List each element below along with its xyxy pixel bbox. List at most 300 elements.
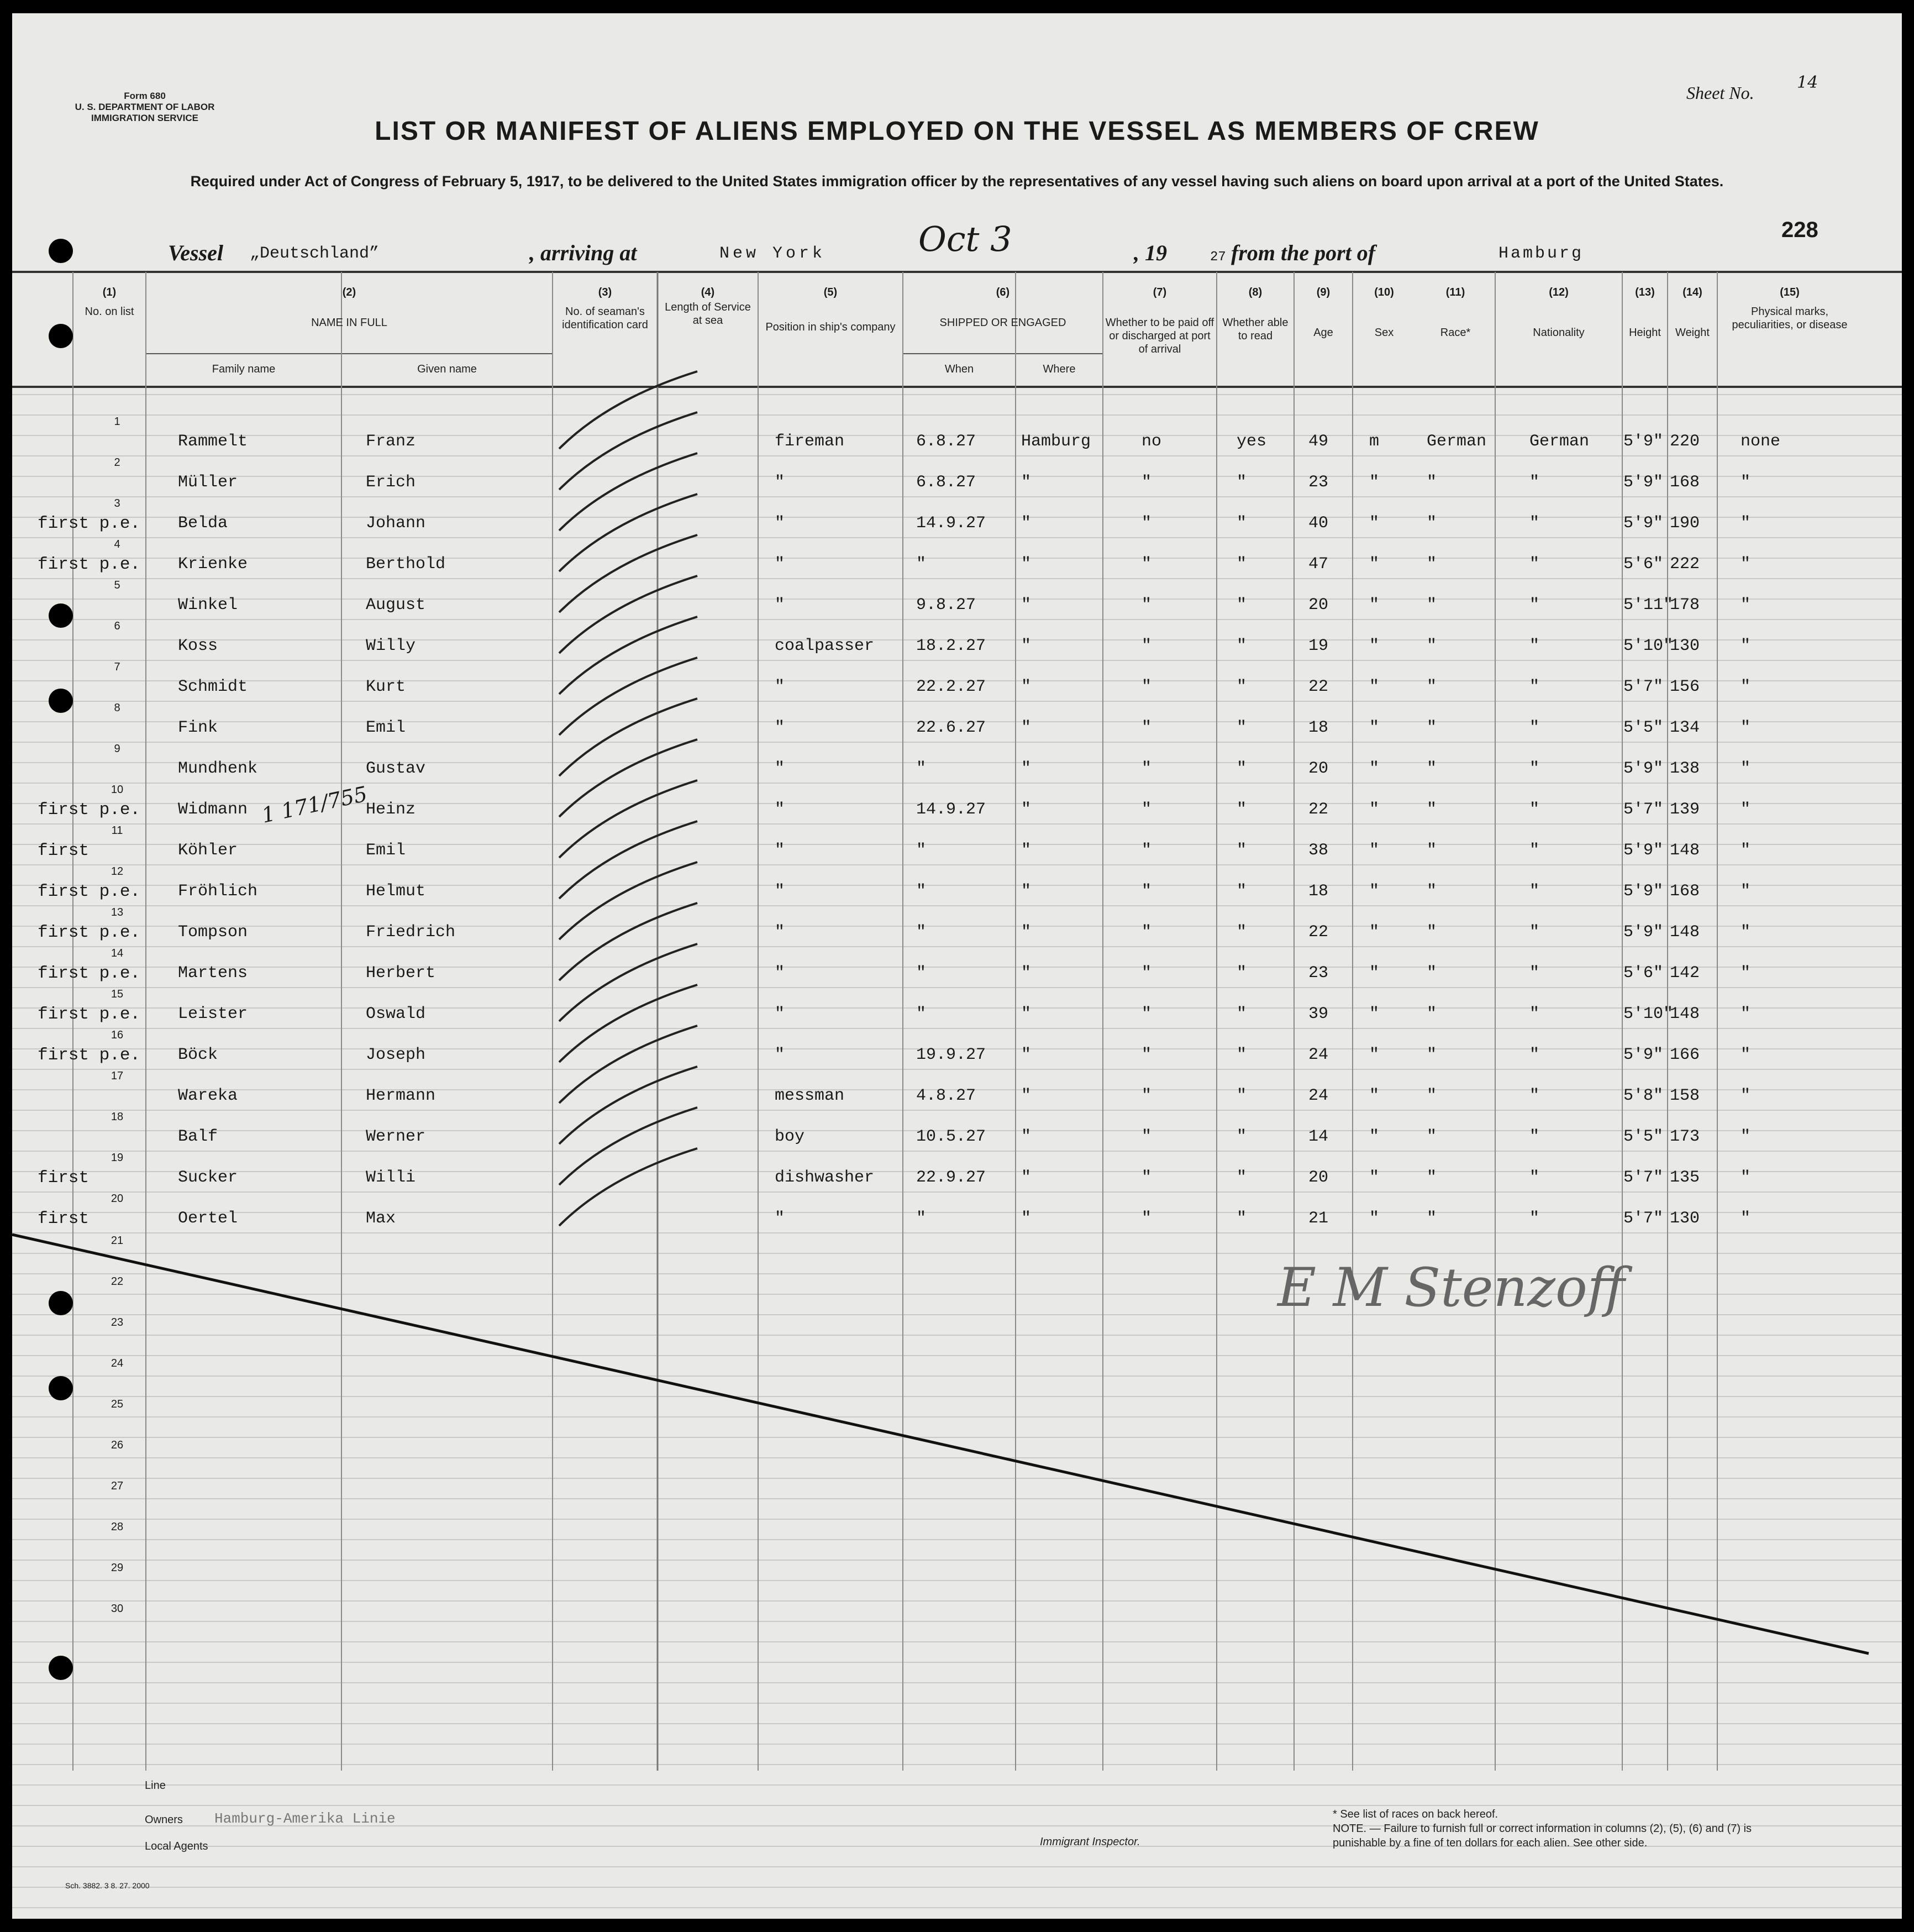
cell-family: Winkel (178, 596, 238, 615)
cell-position: dishwasher (775, 1168, 875, 1187)
cell-where: " (1021, 473, 1032, 492)
cell-sex: " (1369, 1086, 1380, 1105)
cell-weight: 173 (1670, 1127, 1700, 1146)
arrival-port: New York (719, 244, 826, 263)
cell-height: 5'9" (1623, 841, 1664, 860)
cell-paid: " (1142, 759, 1152, 778)
cell-race: " (1427, 473, 1437, 492)
cell-sex: " (1369, 637, 1380, 655)
races-note: * See list of races on back hereof. (1333, 1808, 1498, 1820)
service-name: IMMIGRATION SERVICE (91, 113, 198, 123)
inspector-label: Immigrant Inspector. (1040, 1836, 1140, 1848)
cell-paid: " (1142, 1086, 1152, 1105)
punch-hole (49, 1376, 73, 1400)
cell-family: Rammelt (178, 432, 248, 451)
cell-marks: " (1741, 1168, 1751, 1187)
punch-hole (49, 324, 73, 348)
punch-hole (49, 603, 73, 628)
row-number: 22 (111, 1275, 124, 1288)
cell-age: 23 (1308, 473, 1329, 492)
cell-when: 6.8.27 (916, 432, 976, 451)
row-number: 12 (111, 865, 124, 878)
document-title: LIST OR MANIFEST OF ALIENS EMPLOYED ON THE VESSEL AS MEMBERS OF CREW (375, 117, 1539, 146)
cell-height: 5'9" (1623, 923, 1664, 942)
cell-age: 49 (1308, 432, 1329, 451)
row-number: 17 (111, 1070, 124, 1082)
cell-given: Johann (366, 514, 426, 533)
cell-sex: " (1369, 514, 1380, 533)
cell-family: Müller (178, 473, 238, 492)
cell-sex: m (1369, 432, 1380, 451)
cell-position: " (775, 596, 785, 615)
cell-height: 5'7" (1623, 1209, 1664, 1228)
cell-height: 5'9" (1623, 432, 1664, 451)
cell-where: " (1021, 555, 1032, 574)
row-number: 14 (111, 947, 124, 959)
cell-given: Werner (366, 1127, 426, 1146)
margin-note-first: first p.e. (38, 1005, 141, 1024)
cell-given: Friedrich (366, 923, 456, 942)
cell-given: Joseph (366, 1046, 426, 1064)
column-label: No. of seaman's identification card (562, 306, 648, 331)
cell-where: " (1021, 759, 1032, 778)
row-number: 29 (111, 1562, 124, 1574)
cell-position: " (775, 759, 785, 778)
cell-given: Erich (366, 473, 416, 492)
margin-note-first: first p.e. (38, 882, 141, 901)
department-name: U. S. DEPARTMENT OF LABOR (75, 102, 215, 112)
cell-read: " (1237, 718, 1247, 737)
cell-sex: " (1369, 1005, 1380, 1023)
column-number: (12) (1549, 286, 1569, 298)
cell-given: Herbert (366, 964, 436, 983)
cell-height: 5'9" (1623, 759, 1664, 778)
check-stroke (559, 780, 697, 858)
ruled-grid (12, 13, 1902, 1919)
cell-weight: 156 (1670, 678, 1700, 696)
cell-when: 6.8.27 (916, 473, 976, 492)
cell-race: " (1427, 1086, 1437, 1105)
check-stroke (559, 658, 697, 735)
cell-paid: " (1142, 555, 1152, 574)
punch-hole (49, 1656, 73, 1680)
cell-marks: " (1741, 718, 1751, 737)
column-number: (5) (823, 286, 838, 298)
column-number: (13) (1635, 286, 1655, 298)
row-number: 26 (111, 1439, 124, 1451)
punch-hole (49, 239, 73, 263)
cell-where: " (1021, 678, 1032, 696)
check-stroke (559, 862, 697, 939)
manifest-sheet (12, 13, 1902, 1919)
cell-paid: " (1142, 923, 1152, 942)
cell-when: 22.6.27 (916, 718, 986, 737)
cell-given: Hermann (366, 1086, 436, 1105)
cell-family: Widmann (178, 800, 248, 819)
punch-hole (49, 1291, 73, 1315)
check-stroke (559, 1107, 697, 1185)
cell-where: " (1021, 596, 1032, 615)
cell-where: " (1021, 514, 1032, 533)
cell-race: " (1427, 637, 1437, 655)
row-number: 16 (111, 1029, 124, 1041)
cell-race: " (1427, 678, 1437, 696)
row-number: 27 (111, 1480, 124, 1492)
cell-nationality: " (1529, 923, 1540, 942)
cell-race: " (1427, 596, 1437, 615)
cell-age: 40 (1308, 514, 1329, 533)
cell-race: " (1427, 1046, 1437, 1064)
row-number: 7 (114, 661, 120, 673)
check-stroke (559, 1026, 697, 1103)
row-number: 23 (111, 1316, 124, 1329)
cell-race: " (1427, 1168, 1437, 1187)
check-stroke (559, 576, 697, 653)
cell-nationality: " (1529, 1046, 1540, 1064)
column-label: SHIPPED OR ENGAGED (939, 317, 1066, 329)
cell-sex: " (1369, 923, 1380, 942)
cell-marks: " (1741, 514, 1751, 533)
cell-age: 19 (1308, 637, 1329, 655)
cell-family: Belda (178, 514, 228, 533)
cell-when: " (916, 964, 927, 983)
column-number: (15) (1780, 286, 1800, 298)
vessel-label: Vessel (168, 240, 223, 265)
cell-marks: " (1741, 841, 1751, 860)
column-label: Physical marks, peculiarities, or disease (1732, 306, 1848, 331)
cell-marks: " (1741, 637, 1751, 655)
cell-given: Heinz (366, 800, 416, 819)
row-number: 3 (114, 497, 120, 510)
cell-age: 22 (1308, 923, 1329, 942)
cell-paid: " (1142, 1046, 1152, 1064)
column-sublabel: Family name (212, 363, 276, 375)
column-label: Nationality (1533, 327, 1585, 339)
cell-age: 22 (1308, 800, 1329, 819)
from-port-label: from the port of (1231, 240, 1376, 265)
cell-race: " (1427, 555, 1437, 574)
sheet-label: Sheet No. (1686, 83, 1754, 103)
cell-age: 20 (1308, 759, 1329, 778)
cell-nationality: " (1529, 882, 1540, 901)
column-label: NAME IN FULL (311, 317, 387, 329)
cell-height: 5'9" (1623, 514, 1664, 533)
cell-nationality: " (1529, 718, 1540, 737)
cell-paid: " (1142, 1168, 1152, 1187)
row-number: 15 (111, 988, 124, 1000)
cell-read: " (1237, 678, 1247, 696)
cell-marks: " (1741, 473, 1751, 492)
row-number: 20 (111, 1193, 124, 1205)
punch-hole (49, 689, 73, 713)
cell-read: " (1237, 555, 1247, 574)
column-number: (6) (996, 286, 1010, 298)
cell-marks: " (1741, 678, 1751, 696)
cell-weight: 134 (1670, 718, 1700, 737)
cell-given: Emil (366, 841, 406, 860)
cell-nationality: " (1529, 964, 1540, 983)
cell-weight: 220 (1670, 432, 1700, 451)
check-stroke (559, 617, 697, 694)
column-number: (10) (1374, 286, 1394, 298)
cell-age: 39 (1308, 1005, 1329, 1023)
cell-when: 22.9.27 (916, 1168, 986, 1187)
cell-given: Max (366, 1209, 396, 1228)
cell-race: " (1427, 841, 1437, 860)
margin-note-first: first (38, 1168, 90, 1188)
cell-sex: " (1369, 841, 1380, 860)
cell-when: " (916, 882, 927, 901)
column-label: Weight (1675, 327, 1710, 339)
column-number: (8) (1248, 286, 1263, 298)
cell-race: " (1427, 1127, 1437, 1146)
cell-paid: " (1142, 800, 1152, 819)
cell-paid: " (1142, 596, 1152, 615)
signature: E M Stenzoff (1277, 1257, 1625, 1319)
cell-position: " (775, 718, 785, 737)
row-number: 25 (111, 1398, 124, 1410)
cell-when: " (916, 923, 927, 942)
cell-height: 5'5" (1623, 1127, 1664, 1146)
cell-when: " (916, 555, 927, 574)
cell-when: 14.9.27 (916, 514, 986, 533)
cell-height: 5'5" (1623, 718, 1664, 737)
cell-read: " (1237, 1127, 1247, 1146)
cell-age: 20 (1308, 1168, 1329, 1187)
column-number: (3) (598, 286, 612, 298)
cell-position: " (775, 678, 785, 696)
cell-race: " (1427, 800, 1437, 819)
cell-when: 4.8.27 (916, 1086, 976, 1105)
cell-weight: 166 (1670, 1046, 1700, 1064)
column-sublabel: When (944, 363, 974, 375)
cell-marks: " (1741, 1046, 1751, 1064)
cell-family: Sucker (178, 1168, 238, 1187)
check-stroke (559, 494, 697, 571)
column-label: Sex (1374, 327, 1394, 339)
cell-race: " (1427, 1209, 1437, 1228)
cell-age: 47 (1308, 555, 1329, 574)
cell-sex: " (1369, 718, 1380, 737)
row-number: 24 (111, 1357, 124, 1369)
cell-position: " (775, 473, 785, 492)
column-label: Position in ship's company (765, 321, 896, 333)
cell-given: Kurt (366, 678, 406, 696)
cell-weight: 135 (1670, 1168, 1700, 1187)
check-stroke (559, 944, 697, 1021)
cell-sex: " (1369, 964, 1380, 983)
column-label: Whether to be paid off or discharged at port of arrival (1105, 317, 1214, 355)
cell-sex: " (1369, 473, 1380, 492)
cell-read: " (1237, 1086, 1247, 1105)
check-stroke (559, 412, 697, 490)
cell-weight: 168 (1670, 882, 1700, 901)
cell-height: 5'10" (1623, 1005, 1674, 1023)
row-number: 13 (111, 906, 124, 918)
cell-family: Martens (178, 964, 248, 983)
cell-weight: 190 (1670, 514, 1700, 533)
cell-paid: " (1142, 964, 1152, 983)
cell-position: fireman (775, 432, 845, 451)
cell-height: 5'10" (1623, 637, 1674, 655)
cell-weight: 138 (1670, 759, 1700, 778)
cell-race: " (1427, 1005, 1437, 1023)
cell-position: " (775, 1209, 785, 1228)
cell-where: " (1021, 1127, 1032, 1146)
column-sublabel: Given name (417, 363, 477, 375)
cell-where: " (1021, 1086, 1032, 1105)
column-label: No. on list (85, 306, 134, 318)
sheet-number: 14 (1797, 73, 1818, 92)
cell-nationality: " (1529, 1168, 1540, 1187)
cell-where: " (1021, 964, 1032, 983)
check-stroke (559, 371, 697, 449)
cell-given: Willi (366, 1168, 416, 1187)
cell-position: boy (775, 1127, 805, 1146)
cell-weight: 178 (1670, 596, 1700, 615)
footer-notes (1333, 1807, 1808, 1850)
cell-family: Böck (178, 1046, 218, 1064)
column-label: Race* (1440, 327, 1471, 339)
cell-family: Leister (178, 1005, 248, 1023)
check-stroke (559, 699, 697, 776)
cell-nationality: " (1529, 555, 1540, 574)
cell-when: 14.9.27 (916, 800, 986, 819)
cell-when: " (916, 841, 927, 860)
cell-where: " (1021, 1046, 1032, 1064)
row-number: 28 (111, 1521, 124, 1533)
cell-height: 5'11" (1623, 596, 1674, 615)
check-stroke (559, 739, 697, 817)
margin-note-first: first p.e. (38, 964, 141, 983)
cell-paid: " (1142, 841, 1152, 860)
cell-weight: 148 (1670, 1005, 1700, 1023)
cell-family: Schmidt (178, 678, 248, 696)
cell-family: Köhler (178, 841, 238, 860)
cell-sex: " (1369, 759, 1380, 778)
margin-note-first: first p.e. (38, 555, 141, 574)
cell-paid: " (1142, 1005, 1152, 1023)
cell-marks: " (1741, 882, 1751, 901)
cell-age: 38 (1308, 841, 1329, 860)
cell-sex: " (1369, 678, 1380, 696)
check-stroke (559, 535, 697, 612)
cell-read: " (1237, 596, 1247, 615)
cell-when: " (916, 759, 927, 778)
form-number: Form 680 (124, 91, 166, 101)
row-number: 9 (114, 743, 120, 755)
check-stroke (559, 821, 697, 899)
column-label: Age (1313, 327, 1333, 339)
margin-note-first: first p.e. (38, 923, 141, 942)
column-number: (11) (1445, 286, 1465, 298)
row-number: 6 (114, 620, 120, 632)
cell-paid: " (1142, 473, 1152, 492)
cell-given: Emil (366, 718, 406, 737)
cell-height: 5'8" (1623, 1086, 1664, 1105)
cell-marks: " (1741, 1209, 1751, 1228)
cell-read: " (1237, 1046, 1247, 1064)
document-subtitle: Required under Act of Congress of February 5, 1917, to be delivered to the United States immigration officer by the representatives of any vessel having such aliens on board upon arrival at a port of the United States. (190, 173, 1724, 190)
cell-race: " (1427, 759, 1437, 778)
owners-value: Hamburg-Amerika Linie (214, 1810, 396, 1827)
cell-height: 5'9" (1623, 882, 1664, 901)
cell-read: " (1237, 759, 1247, 778)
cell-read: " (1237, 637, 1247, 655)
cell-nationality: " (1529, 473, 1540, 492)
cell-when: " (916, 1005, 927, 1023)
cell-paid: " (1142, 1209, 1152, 1228)
cell-sex: " (1369, 800, 1380, 819)
cell-weight: 148 (1670, 923, 1700, 942)
cell-position: " (775, 923, 785, 942)
cell-read: " (1237, 1209, 1247, 1228)
check-stroke (559, 1148, 697, 1226)
cell-height: 5'7" (1623, 1168, 1664, 1187)
cell-weight: 142 (1670, 964, 1700, 983)
cell-race: " (1427, 882, 1437, 901)
cell-nationality: " (1529, 841, 1540, 860)
arrival-date: Oct 3 (918, 219, 1012, 259)
cell-race: " (1427, 514, 1437, 533)
cell-where: Hamburg (1021, 432, 1091, 451)
cell-when: 18.2.27 (916, 637, 986, 655)
reference-number: 228 (1781, 218, 1818, 242)
cell-paid: " (1142, 718, 1152, 737)
cell-race: " (1427, 718, 1437, 737)
cell-age: 24 (1308, 1086, 1329, 1105)
cell-where: " (1021, 1209, 1032, 1228)
cell-paid: " (1142, 882, 1152, 901)
cell-read: yes (1237, 432, 1267, 451)
cell-family: Tompson (178, 923, 248, 942)
cell-nationality: " (1529, 514, 1540, 533)
cell-weight: 148 (1670, 841, 1700, 860)
cell-paid: no (1142, 432, 1162, 451)
cell-where: " (1021, 882, 1032, 901)
check-stroke (559, 985, 697, 1062)
cell-marks: " (1741, 596, 1751, 615)
cell-age: 14 (1308, 1127, 1329, 1146)
column-sublabel: Where (1043, 363, 1076, 375)
row-number: 4 (114, 538, 120, 550)
cell-read: " (1237, 841, 1247, 860)
cell-when: 9.8.27 (916, 596, 976, 615)
cell-age: 20 (1308, 596, 1329, 615)
column-number: (7) (1153, 286, 1167, 298)
cell-race: " (1427, 923, 1437, 942)
cell-weight: 222 (1670, 555, 1700, 574)
cell-weight: 130 (1670, 1209, 1700, 1228)
column-number: (9) (1316, 286, 1331, 298)
row-number: 11 (111, 825, 123, 837)
cell-nationality: " (1529, 759, 1540, 778)
cell-read: " (1237, 882, 1247, 901)
cell-height: 5'7" (1623, 678, 1664, 696)
column-label: Height (1629, 327, 1661, 339)
cell-nationality: " (1529, 1086, 1540, 1105)
cell-family: Wareka (178, 1086, 238, 1105)
margin-note-first: first p.e. (38, 514, 141, 533)
column-number: (1) (102, 286, 117, 298)
cell-read: " (1237, 923, 1247, 942)
cell-marks: none (1741, 432, 1781, 451)
cell-position: " (775, 1046, 785, 1064)
cell-family: Koss (178, 637, 218, 655)
cell-marks: " (1741, 800, 1751, 819)
cell-read: " (1237, 514, 1247, 533)
cell-where: " (1021, 1005, 1032, 1023)
